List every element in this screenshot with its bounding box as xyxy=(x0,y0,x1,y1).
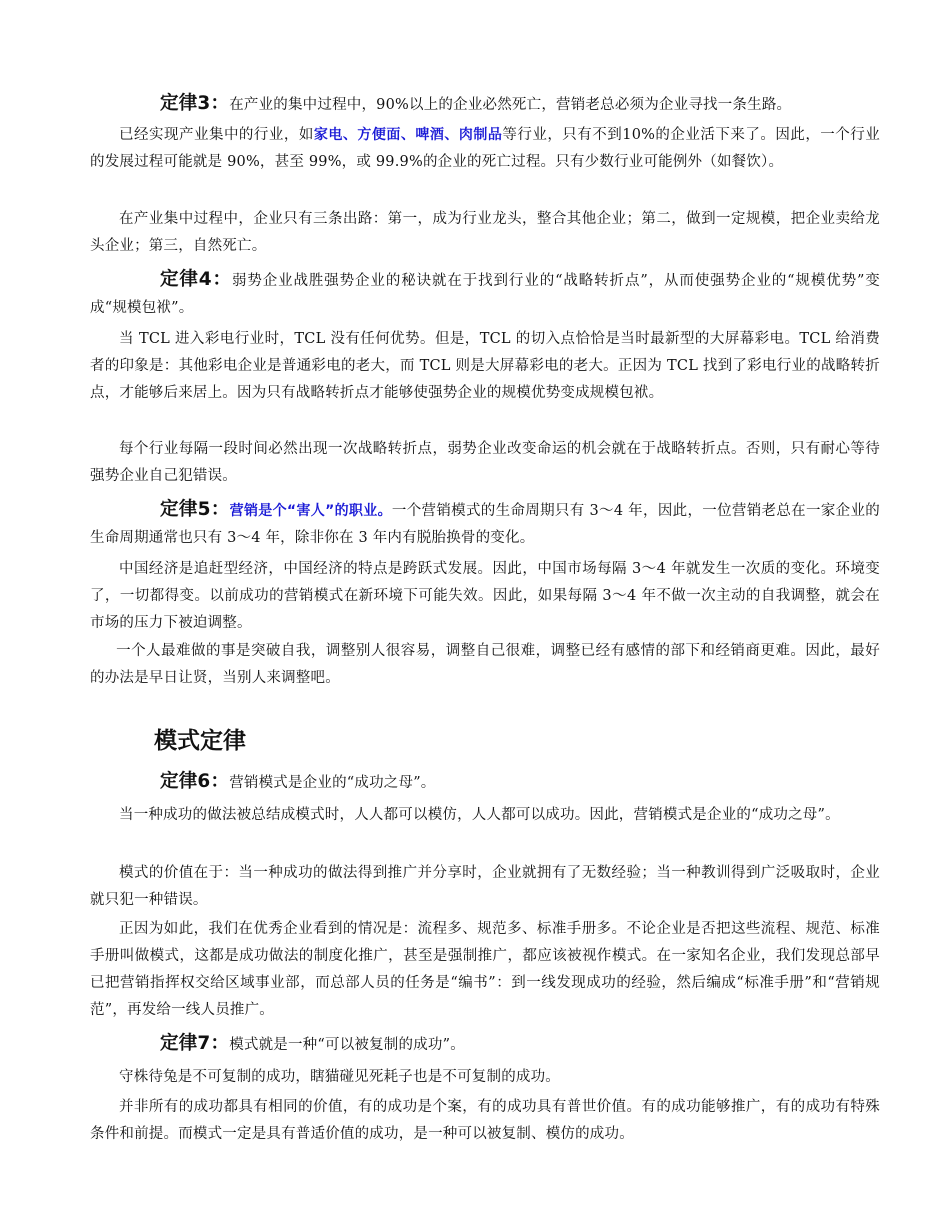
paragraph-three-paths: 在产业集中过程中，企业只有三条出路：第一，成为行业龙头，整合其他企业；第二，做到一定规模，把企业卖给龙头企业；第三，自然死亡。 xyxy=(90,211,880,254)
paragraph-model-value: 模式的价值在于：当一种成功的做法得到推广并分享时，企业就拥有了无数经验；当一种教训得到广泛吸取时，企业就只犯一种错误。 xyxy=(90,865,880,908)
law-6-title: 定律6： xyxy=(160,771,230,792)
paragraph-turning-point: 每个行业每隔一段时间必然出现一次战略转折点，弱势企业改变命运的机会就在于战略转折点。否则，只有耐心等待强势企业自己犯错误。 xyxy=(90,441,880,484)
law-6 xyxy=(90,768,880,797)
law-5-title: 定律5： xyxy=(160,499,230,520)
paragraph-tcl: 当 TCL 进入彩电行业时，TCL 没有任何优势。但是，TCL 的切入点恰恰是当时最新型的大屏幕彩电。TCL 给消费者的印象是：其他彩电企业是普通彩电的老大，而 TCL 则是大屏幕彩电的老大。正因为 TCL 找到了彩电行业的战略转折点，才能够后来居上。因为只有战略转折点才能够使强势企业的规模优势变成规模包袱。 xyxy=(90,331,880,401)
law-3 xyxy=(90,90,880,119)
law-4-text: 弱势企业战胜强势企业的秘诀就在于找到行业的“战略转折点”，从而使强势企业的“规模优势”变成“规模包袱”。 xyxy=(90,273,880,316)
paragraph-text: 已经实现产业集中的行业，如 xyxy=(119,127,314,143)
paragraph-self-adjust: 一个人最难做的事是突破自我，调整别人很容易，调整自己很难，调整已经有感情的部下和经销商更难。因此，最好的办法是早日让贤，当别人来调整吧。 xyxy=(90,643,880,686)
highlight-sep: 、 xyxy=(400,127,416,143)
paragraph-excellent-enterprises: 正因为如此，我们在优秀企业看到的情况是：流程多、规范多、标准手册多。不论企业是否把这些流程、规范、标准手册叫做模式，这都是成功做法的制度化推广，甚至是强制推广，都应该被视作模式。在一家知名企业，我们发现总部早已把营销指挥权交给区域事业部，而总部人员的任务是“编书”：到一线发现成功的经验，然后编成“标准手册”和“营销规范”，再发给一线人员推广。 xyxy=(90,921,880,1018)
paragraph-text: 等行业，只有不到10%的企业活下来了。因此，一个行业的发展过程可能就是 90%，甚至 99%，或 99.9%的企业的死亡过程。只有少数行业可能例外（如餐饮）。 xyxy=(90,127,880,170)
law-4-title: 定律4： xyxy=(160,269,232,290)
highlight-appliances: 家电 xyxy=(313,127,343,143)
highlight-meat-products: 肉制品 xyxy=(458,127,503,143)
law-5-highlight: 营销是个“害人”的职业。 xyxy=(229,503,392,519)
law-4 xyxy=(90,266,880,322)
law-7-text: 模式就是一种“可以被复制的成功”。 xyxy=(229,1037,465,1053)
highlight-beer: 啤酒 xyxy=(415,127,445,143)
paragraph-uncopyable: 守株待兔是不可复制的成功，瞎猫碰见死耗子也是不可复制的成功。 xyxy=(119,1069,560,1085)
highlight-sep: 、 xyxy=(342,127,358,143)
paragraph-universal-value: 并非所有的成功都具有相同的价值，有的成功是个案，有的成功具有普世价值。有的成功能够推广，有的成功有特殊条件和前提。而模式一定是具有普适价值的成功，是一种可以被复制、模仿的成功。 xyxy=(90,1099,880,1142)
law-7 xyxy=(90,1030,880,1059)
law-5 xyxy=(90,496,880,552)
law-7-title: 定律7： xyxy=(160,1033,230,1054)
section-title: 模式定律 xyxy=(154,728,246,754)
paragraph-success-mother: 当一种成功的做法被总结成模式时，人人都可以模仿，人人都可以成功。因此，营销模式是企业的“成功之母”。 xyxy=(119,807,840,823)
highlight-instant-noodles: 方便面 xyxy=(357,127,401,143)
paragraph-china-economy: 中国经济是追赶型经济，中国经济的特点是跨跃式发展。因此，中国市场每隔 3～4 年就发生一次质的变化。环境变了，一切都得变。以前成功的营销模式在新环境下可能失效。因此，如果每隔 3～4 年不做一次主动的自我调整，就会在市场的压力下被迫调整。 xyxy=(90,561,880,631)
law-3-text: 在产业的集中过程中，90%以上的企业必然死亡，营销老总必须为企业寻找一条生路。 xyxy=(229,97,792,113)
law-6-text: 营销模式是企业的“成功之母”。 xyxy=(229,775,436,791)
law-3-title: 定律3： xyxy=(160,93,230,114)
law-5-text: 一个营销模式的生命周期只有 3～4 年，因此，一位营销老总在一家企业的生命周期通常也只有 3～4 年，除非你在 3 年内有脱胎换骨的变化。 xyxy=(90,503,880,546)
highlight-sep: 、 xyxy=(444,127,459,143)
paragraph-industries xyxy=(90,122,880,176)
